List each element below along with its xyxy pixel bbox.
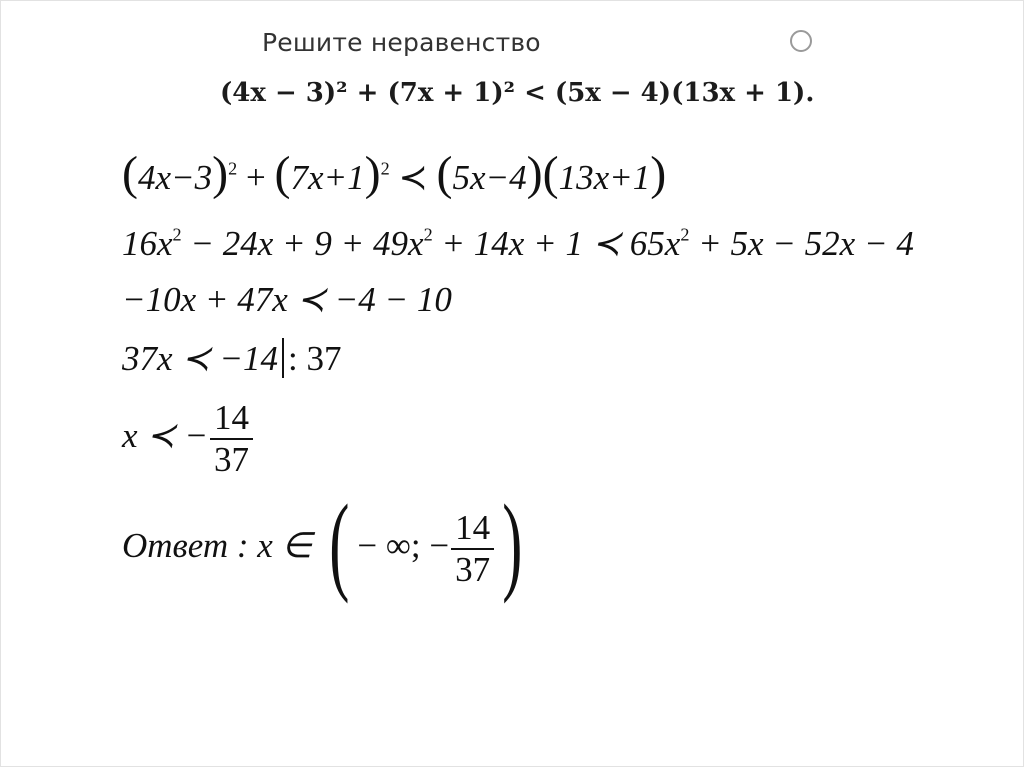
solution-line-2: $16x^2 - 24x + 9 + 49x^2 + 14x + 1$ ≺ $65x^2 + 5x - 52x - 4$ — [122, 224, 914, 263]
solution-line-1: $(4x-3)^2 + (7x+1)^2$ ≺ (5x−4)(13x+1) — [122, 147, 667, 200]
solution-line-3: −10x + 47x ≺ −4 − 10 — [122, 280, 452, 319]
radio-button[interactable] — [790, 30, 812, 52]
task-formula: (4x − 3)² + (7x + 1)² < (5x − 4)(13x + 1). — [220, 78, 815, 108]
answer-line: Ответ : x ∈ ( − ∞; − $\frac{14}{37}$ ) — [122, 482, 523, 604]
fraction: $\frac{14}{37}$ — [210, 398, 253, 480]
solution-line-4: 37x ≺ −14 : 37 — [122, 339, 342, 378]
task-title: Решите неравенство — [262, 28, 541, 57]
fraction: $\frac{14}{37}$ — [451, 508, 494, 590]
solution-line-5: x ≺ − $\frac{14}{37}$ — [122, 398, 253, 480]
divider-bar — [282, 338, 284, 378]
